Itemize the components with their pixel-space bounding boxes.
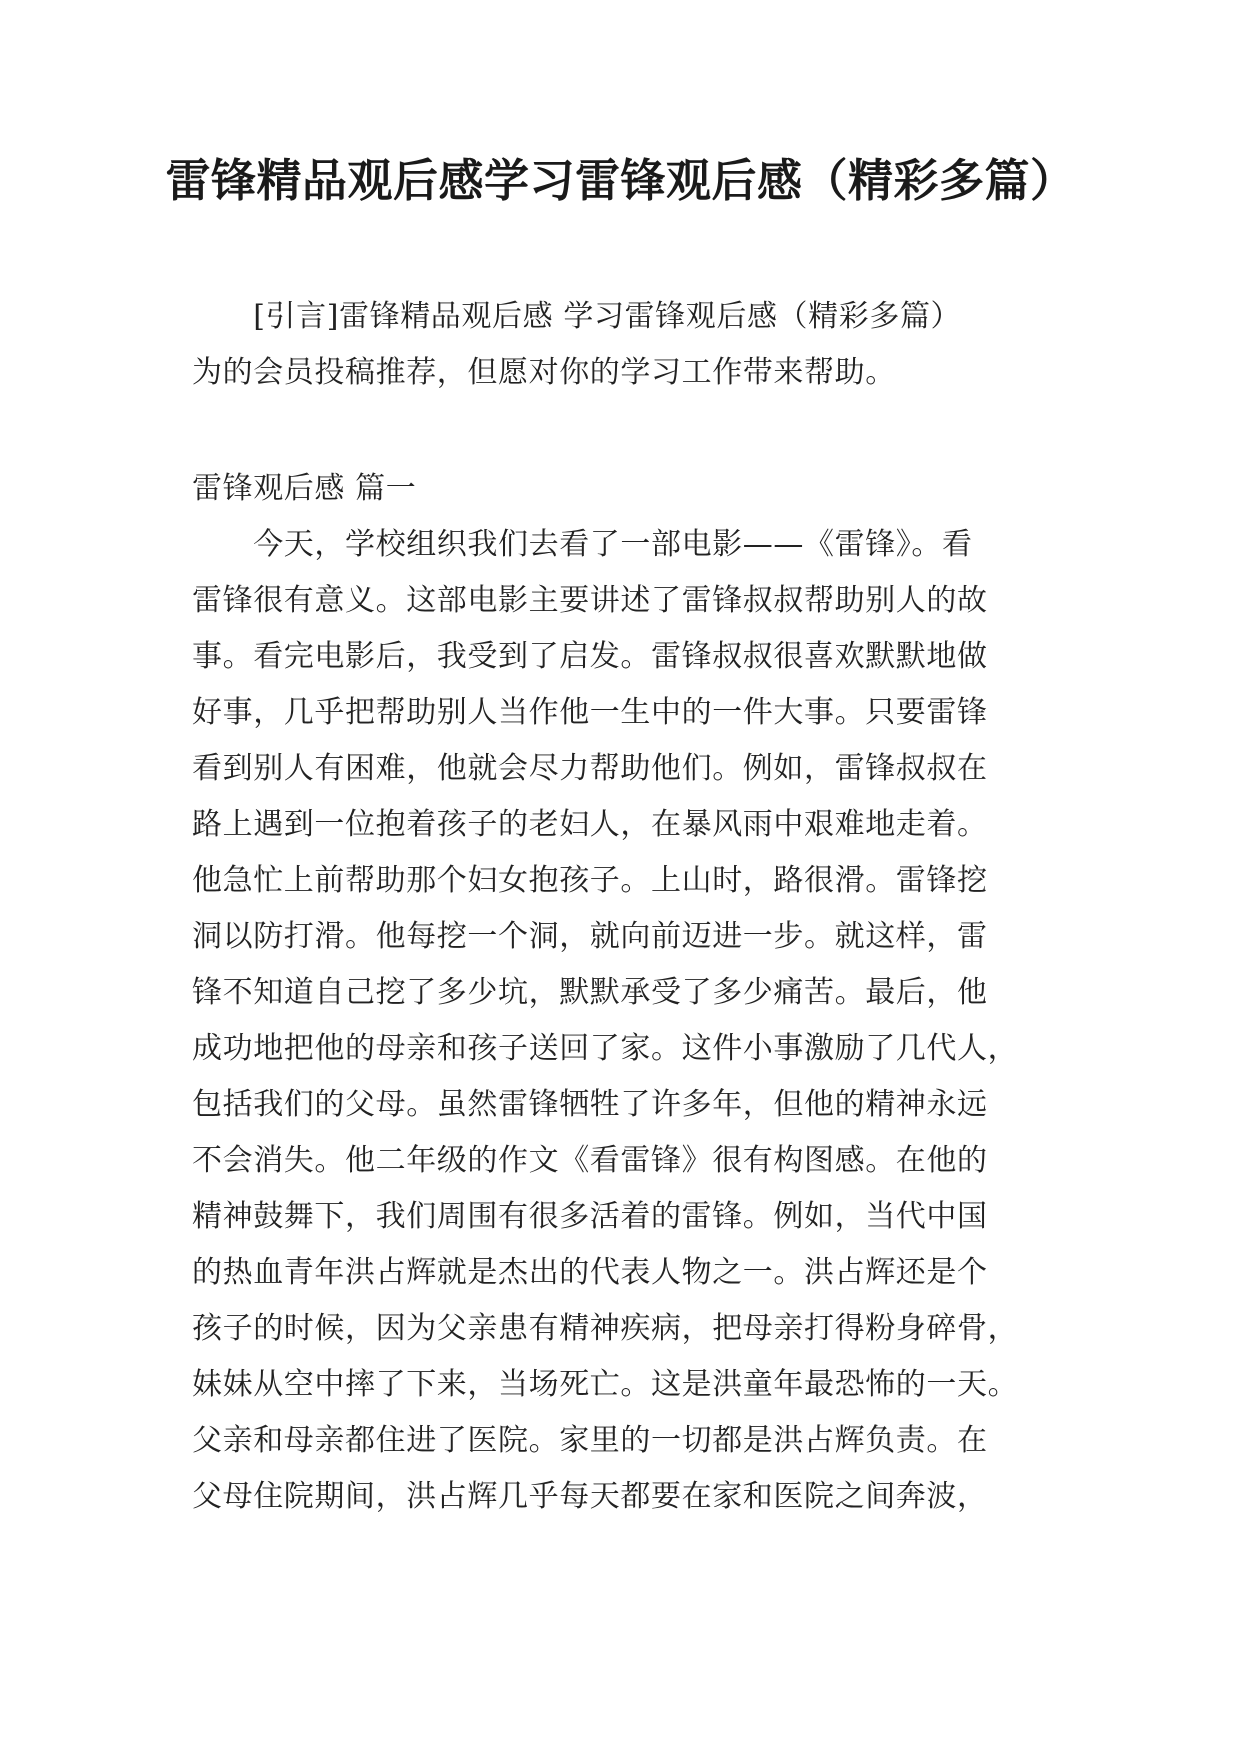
- section-heading: 雷锋观后感 篇一: [192, 471, 417, 506]
- body-line: 不会消失。他二年级的作文《看雷锋》很有构图感。在他的: [192, 1143, 988, 1178]
- body-line: 父亲和母亲都住进了医院。家里的一切都是洪占辉负责。在: [192, 1423, 988, 1458]
- body-line: 的热血青年洪占辉就是杰出的代表人物之一。洪占辉还是个: [192, 1255, 988, 1290]
- body-line: 包括我们的父母。虽然雷锋牺牲了许多年，但他的精神永远: [192, 1087, 988, 1122]
- body-line: 孩子的时候，因为父亲患有精神疾病，把母亲打得粉身碎骨，: [192, 1311, 1019, 1346]
- body-line: 精神鼓舞下，我们周围有很多活着的雷锋。例如，当代中国: [192, 1199, 988, 1234]
- body-line: 父母住院期间，洪占辉几乎每天都要在家和医院之间奔波，: [192, 1479, 988, 1514]
- body-line: 锋不知道自己挖了多少坑，默默承受了多少痛苦。最后，他: [192, 975, 988, 1010]
- body-line: 雷锋很有意义。这部电影主要讲述了雷锋叔叔帮助别人的故: [192, 583, 988, 618]
- body-line: 成功地把他的母亲和孩子送回了家。这件小事激励了几代人，: [192, 1031, 1019, 1066]
- document-title: 雷锋精品观后感学习雷锋观后感（精彩多篇）: [165, 154, 1076, 207]
- body-line: 他急忙上前帮助那个妇女抱孩子。上山时，路很滑。雷锋挖: [192, 863, 988, 898]
- intro-line: [引言]雷锋精品观后感 学习雷锋观后感（精彩多篇）: [192, 299, 962, 334]
- body-line: 事。看完电影后，我受到了启发。雷锋叔叔很喜欢默默地做: [192, 639, 988, 674]
- body-line: 妹妹从空中摔了下来，当场死亡。这是洪童年最恐怖的一天。: [192, 1367, 1019, 1402]
- body-line: 看到别人有困难，他就会尽力帮助他们。例如，雷锋叔叔在: [192, 751, 988, 786]
- body-line: 今天，学校组织我们去看了一部电影——《雷锋》。看: [192, 527, 973, 562]
- body-line: 好事，几乎把帮助别人当作他一生中的一件大事。只要雷锋: [192, 695, 988, 730]
- body-line: 路上遇到一位抱着孩子的老妇人，在暴风雨中艰难地走着。: [192, 807, 988, 842]
- body-line: 洞以防打滑。他每挖一个洞，就向前迈进一步。就这样，雷: [192, 919, 988, 954]
- intro-line: 为的会员投稿推荐，但愿对你的学习工作带来帮助。: [192, 355, 896, 390]
